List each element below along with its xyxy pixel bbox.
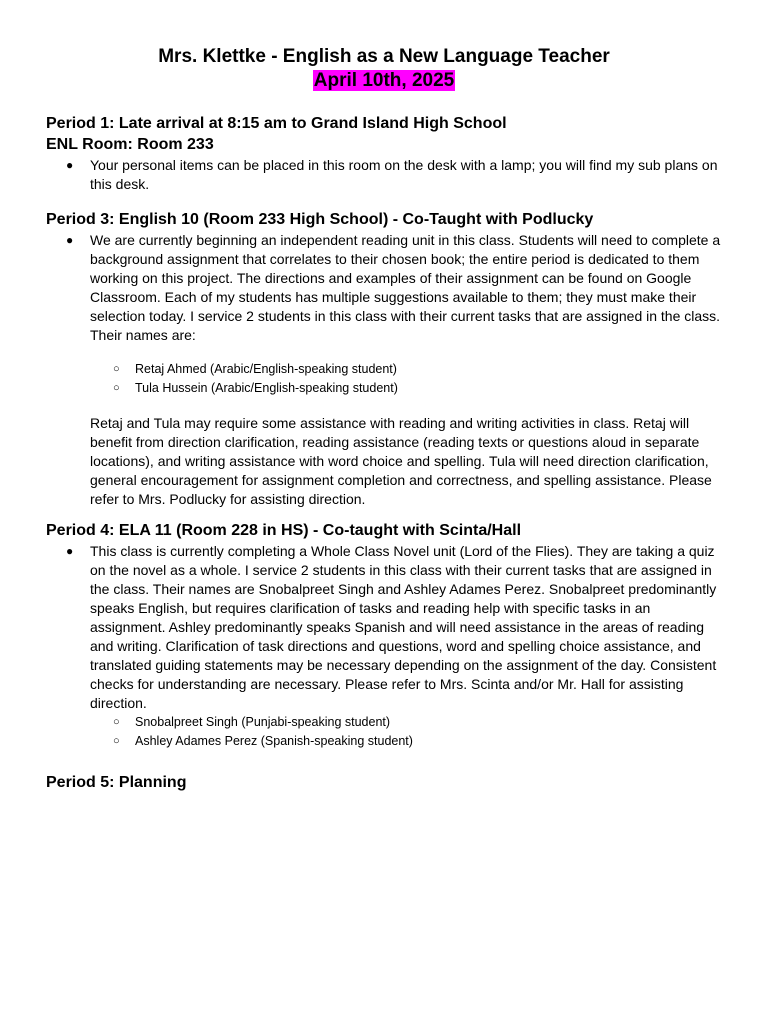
list-item (66, 156, 722, 194)
list-item (113, 379, 722, 398)
period-4-student-list (46, 713, 722, 750)
bullet-icon: ● (66, 544, 74, 558)
period-1-bullets (46, 156, 722, 194)
period-4-section (46, 520, 722, 750)
list-item (66, 542, 722, 713)
highlighted-date: April 10th, 2025 (313, 70, 455, 91)
enl-room-heading: ENL Room: Room 233 (46, 136, 214, 153)
period-3-student-list (46, 360, 722, 397)
period-3-notes: Retaj and Tula may require some assistance with reading and writing activities in class. Retaj will benefit from direction clarification, reading assistance (reading texts or questions aloud in separate locations), and writing assistance with word choice and spelling. Tula will need direction clarification, general encouragement for assignment completion and correctness, and spelling assistance. Please refer to Mrs. Podlucky for assisting direction. (90, 415, 712, 507)
list-item (66, 231, 722, 345)
period-3-heading: Period 3: English 10 (Room 233 High School) - Co-Taught with Podlucky (46, 211, 594, 228)
period-3-section (46, 209, 722, 509)
period-1-bullet-text: Your personal items can be placed in this room on the desk with a lamp; you will find my sub plans on this desk. (90, 157, 718, 192)
student-name: Tula Hussein (Arabic/English-speaking student) (135, 380, 398, 395)
date-line (46, 69, 722, 93)
period-1-section (46, 113, 722, 194)
period-4-heading: Period 4: ELA 11 (Room 228 in HS) - Co-taught with Scinta/Hall (46, 522, 522, 539)
student-name: Snobalpreet Singh (Punjabi-speaking student) (135, 715, 391, 729)
list-item (113, 360, 722, 379)
period-4-bullet-text: This class is currently completing a Whole Class Novel unit (Lord of the Flies). They are taking a quiz on the novel as a whole. I service 2 students in this class with their current tasks that are assigned in the class. Their names are Snobalpreet Singh and Ashley Adames Perez. Snobalpreet predominantly speaks English, but requires clarification of tasks and reading help with specific tasks in an assignment. Ashley predominantly speaks Spanish and will need assistance in the areas of reading and writing. Clarification of task directions and questions, word and spelling choice assistance, and translated guiding statements may be necessary depending on the assignment of the day. Consistent checks for understanding are necessary. Please refer to Mrs. Scinta and/or Mr. Hall for assisting direction. (90, 543, 717, 711)
period-4-bullets (46, 542, 722, 713)
sub-bullet-icon: ○ (113, 734, 120, 747)
document-title: Mrs. Klettke - English as a New Language Teacher (158, 46, 610, 67)
list-item (113, 713, 722, 732)
period-5-section (46, 772, 722, 793)
bullet-icon: ● (66, 158, 74, 172)
student-name: Ashley Adames Perez (Spanish-speaking student) (135, 733, 413, 748)
list-item (113, 732, 722, 751)
bullet-icon: ● (66, 233, 74, 247)
period-3-bullets (46, 231, 722, 345)
period-3-bullet-text: We are currently beginning an independent reading unit in this class. Students will need to complete a background assignment that correlates to their chosen book; the entire period is dedicated to them working on this project. The directions and examples of their assignment can be found on Google Classroom. Each of my students has multiple suggestions available to them; they must make their selection today. I service 2 students in this class with their current tasks that are assigned in the class. Their names are: (90, 232, 721, 343)
student-name: Retaj Ahmed (Arabic/English-speaking student) (135, 362, 397, 376)
sub-bullet-icon: ○ (113, 381, 120, 394)
period-1-heading: Period 1: Late arrival at 8:15 am to Grand Island High School (46, 115, 507, 132)
sub-bullet-icon: ○ (113, 716, 120, 728)
sub-bullet-icon: ○ (113, 363, 120, 375)
period-5-heading: Period 5: Planning (46, 774, 187, 791)
